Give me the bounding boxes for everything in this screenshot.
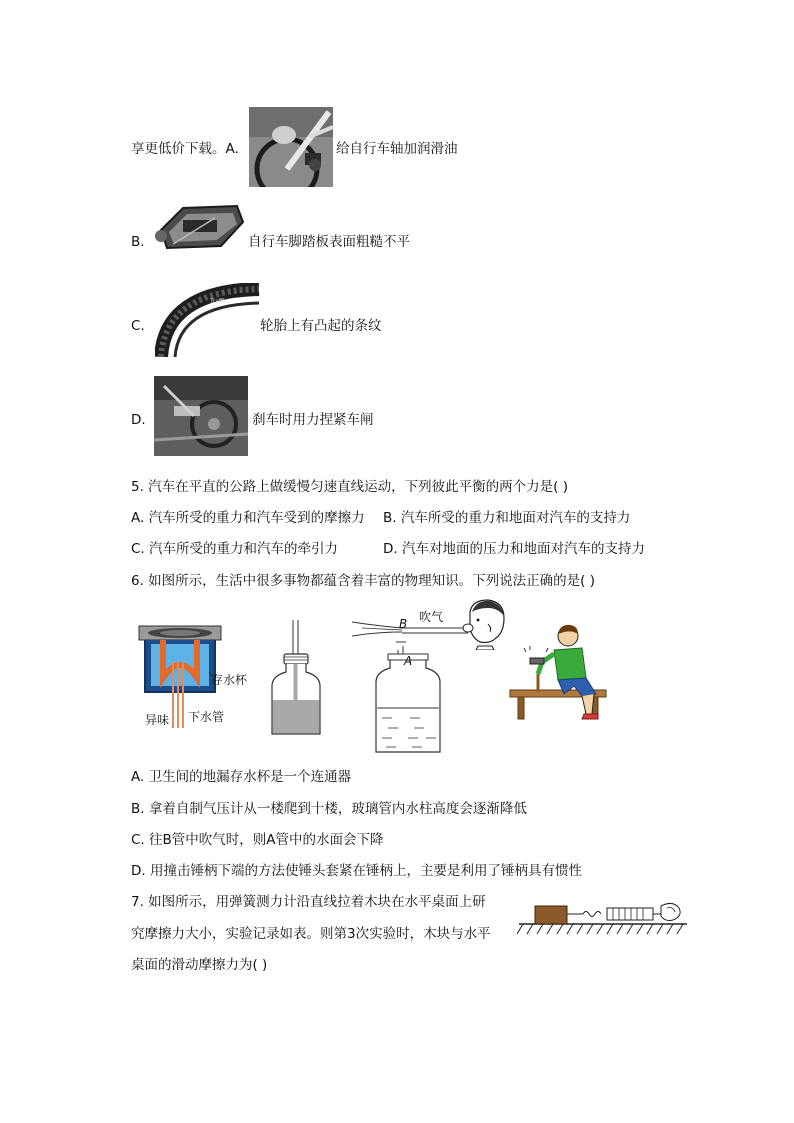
homemade-barometer-diagram (268, 620, 324, 738)
spring-scale-friction-diagram (517, 894, 689, 936)
q6-option-c: C. 往B管中吹气时，则A管中的水面会下降 (131, 832, 384, 848)
svg-text:Traffic: Traffic (210, 298, 229, 305)
q5-stem: 5. 汽车在平直的公路上做缓慢匀速直线运动，下列彼此平衡的两个力是( ) (131, 479, 568, 495)
boy-hammering-illustration (508, 622, 612, 722)
q7-stem-line-1: 7. 如图所示，用弹簧测力计沿直线拉着木块在水平桌面上研 (131, 894, 486, 910)
tire-tread-photo (155, 283, 263, 357)
q5-option-b: B. 汽车所受的重力和地面对汽车的支持力 (383, 510, 631, 526)
q7-stem-line-3: 桌面的滑动摩擦力为( ) (131, 957, 268, 973)
fig3-label-b: B (399, 617, 408, 631)
q4-option-d-text: 刹车时用力捏紧车闸 (252, 412, 374, 428)
q4-option-b-prefix: B. (131, 234, 145, 250)
q5-option-a: A. 汽车所受的重力和汽车受到的摩擦力 (131, 510, 365, 526)
fig1-label-smell: 异味 (145, 713, 170, 727)
q6-option-d: D. 用撞击锤柄下端的方法使锤头套紧在锤柄上，主要是利用了锤柄具有惯性 (131, 863, 582, 879)
q4-lead-text: 享更低价下载。A. (131, 141, 239, 157)
q4-option-c-prefix: C. (131, 318, 145, 334)
bicycle-pedal-photo (153, 200, 247, 252)
q5-option-d: D. 汽车对地面的压力和地面对汽车的支持力 (383, 541, 645, 557)
boy-blowing-illustration (462, 598, 508, 650)
fig1-label-drain-pipe: 下水管 (188, 710, 225, 724)
bicycle-axle-oiling-photo (249, 107, 333, 187)
q4-option-c-text: 轮胎上有凸起的条纹 (260, 318, 382, 334)
q6-stem: 6. 如图所示，生活中很多事物都蕴含着丰富的物理知识。下列说法正确的是( ) (131, 573, 595, 589)
q5-option-c: C. 汽车所受的重力和汽车的牵引力 (131, 541, 339, 557)
fig1-label-water-cup: 存水杯 (211, 673, 248, 687)
bicycle-brake-photo (154, 376, 248, 456)
q4-option-a-text: 给自行车轴加润滑油 (336, 141, 458, 157)
fig3-label-blow: 吹气 (419, 610, 444, 624)
q4-option-d-prefix: D. (131, 412, 146, 428)
fig3-label-a: A (404, 654, 413, 668)
q6-option-a: A. 卫生间的地漏存水杯是一个连通器 (131, 769, 352, 785)
q4-option-b-text: 自行车脚踏板表面粗糙不平 (248, 234, 410, 250)
q6-option-b: B. 拿着自制气压计从一楼爬到十楼，玻璃管内水柱高度会逐渐降低 (131, 801, 527, 817)
q7-stem-line-2: 究摩擦力大小，实验记录如表。则第3次实验时，木块与水平 (131, 926, 491, 942)
